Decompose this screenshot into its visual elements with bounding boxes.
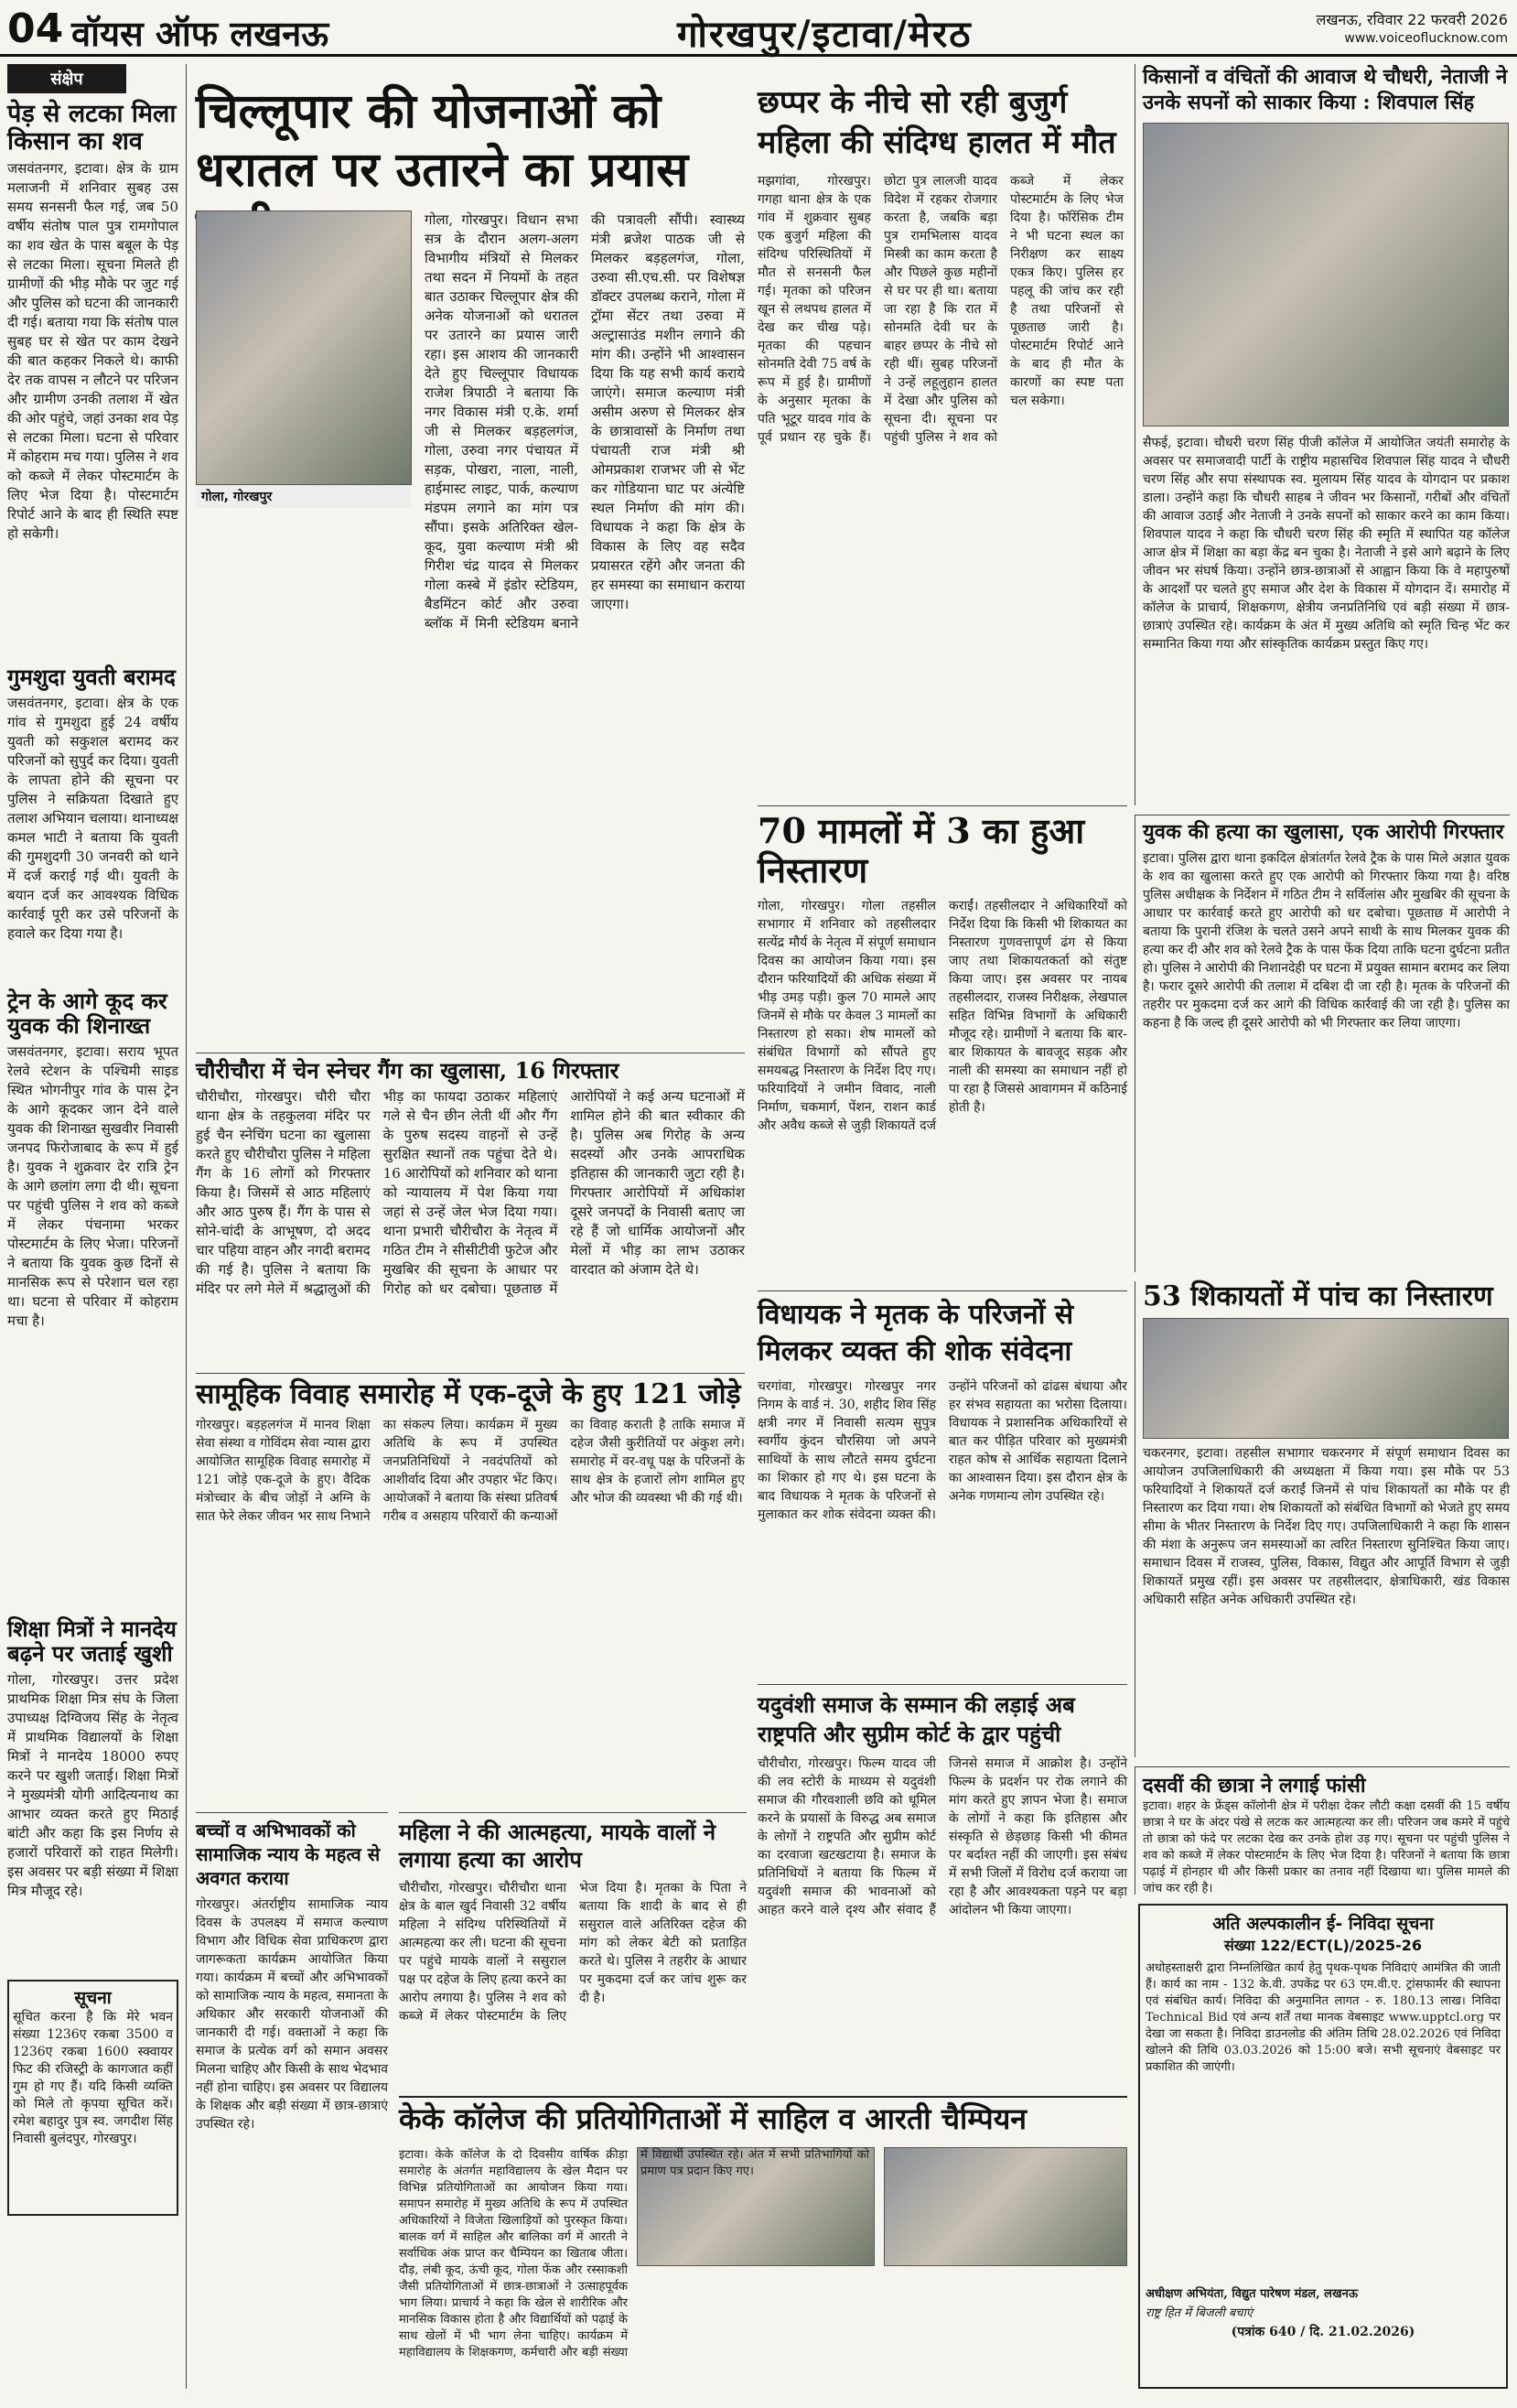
bachhon-headline: बच्चों व अभिभावकों को सामाजिक न्याय के महत्व से अवगत कराया [196, 1819, 381, 1889]
sidebar-label: संक्षेप [7, 64, 126, 93]
sidebar-headline-3: ट्रेन के आगे कूद कर युवक की शिनाख्त [7, 988, 167, 1040]
website: www.voiceoflucknow.com [1344, 31, 1508, 46]
kisan-headline: किसानों व वंचितों की आवाज थे चौधरी, नेताजी ने उनके सपनों को साकार किया : शिवपाल सिंह [1143, 65, 1508, 114]
nistaran-story [758, 805, 1127, 1281]
shikayat-headline: 53 शिकायतों में पांच का निस्तारण [1143, 1280, 1493, 1312]
tender-body: अधोहस्ताक्षरी द्वारा निम्नलिखित कार्य हेतु पृथक-पृथक निविदाएं आमंत्रित की जाती हैं। कार्य का नाम - 132 के.वी. उपकेंद्र पर 63 एम.वी.ए. ट्रांसफार्मर की स्थापना एवं संबंधित कार्य। निविदा की अनुमानित लागत - रु. 180.13 लाख। निविदा Technical Bid एवं अन्य शर्तें तथा मानक वेबसाइट www.upptcl.org पर देखा जा सकता है। निविदा डाउनलोड की अंतिम तिथि 28.02.2026 एवं निविदा खोलने की तिथि 03.03.2026 को 15:00 बजे। सभी सूचनाएं वेबसाइट पर प्रकाशित की जाएंगी। [1146, 1961, 1501, 2074]
tender-notice [1138, 1904, 1508, 2389]
bachhon-story [196, 1812, 388, 2389]
chain-story [196, 1053, 745, 1364]
yuvak-story [1135, 815, 1510, 1272]
yaduvanshi-story [758, 1684, 1127, 2050]
chhappar-body: मझगांवा, गोरखपुर। गगहा थाना क्षेत्र के एक गांव में शुक्रवार सुबह एक बुजुर्ग महिला की संदिग्ध परिस्थितियों में मौत से सनसनी फैल गई। मृतका को परिजन खून से लथपथ हालत में देख कर चीख पड़े। मृतका की पहचान सोनमति देवी 75 वर्ष के रूप में हुई है। ग्रामीणों के अनुसार मृतका के पति भूटूर यादव गांव के पूर्व प्रधान रह चुके हैं। छोटा पुत्र लालजी यादव विदेश में रहकर रोजगार करता है, जबकि बड़ा पुत्र रामभिलास यादव मिस्त्री का काम करता है और पिछले कुछ महीनों से घर पर ही था। बताया जा रहा है कि रात में सोनमति देवी घर के बाहर छप्पर के नीचे सो रही थीं। सुबह परिजनों ने उन्हें लहूलुहान हालत में देखा और पुलिस को सूचना दी। सूचना पर पहुंची पुलिस ने शव को कब्जे में लेकर पोस्टमार्टम के लिए भेज दिया है। फॉरेंसिक टीम ने भी घटना स्थल का निरीक्षण कर साक्ष्य एकत्र किए। पुलिस हर पहलू की जांच कर रही है तथा परिजनों से पूछताछ जारी है। पोस्टमार्टम रिपोर्ट आने के बाद ही मौत के कारणों का स्पष्ट पता चल सकेगा। [758, 174, 1124, 445]
tender-subtitle: संख्या 122/ECT(L)/2025-26 [1223, 1937, 1423, 1954]
vidhayak-body: चरगांवा, गोरखपुर। गोरखपुर नगर निगम के वार्ड नं. 30, शहीद शिव सिंह क्षत्री नगर में निवासी सत्यम सुपुत्र स्वर्गीय कुंदन चौरसिया जो अपने साथियों के साथ लौटते समय दुर्घटना का शिकार हो गए थे। इस घटना के बाद विधायक ने मृतक के परिजनों से मुलाकात कर शोक संवेदना व्यक्त की। उन्होंने परिजनों को ढांढस बंधाया और हर संभव सहायता का भरोसा दिलाया। विधायक ने प्रशासनिक अधिकारियों से बात कर पीड़ित परिवार को मुख्यमंत्री राहत कोष से आर्थिक सहायता दिलाने का आश्वासन दिया। इस दौरान क्षेत्र के अनेक गणमान्य लोग उपस्थित रहे। [758, 1379, 1127, 1522]
keke-story [399, 2096, 1127, 2389]
dateline: लखनऊ, रविवार 22 फरवरी 2026 [1316, 11, 1508, 28]
suchna-body: सूचित करना है कि मेरे भवन संख्या 1236ए रकबा 3500 व 1236ए रकबा 1600 स्क्वायर फिट की रजिस्ट्री के कागजात कहीं गुम हो गए हैं। यदि किसी व्यक्ति को मिले तो कृपया सूचित करें। रमेश बहादुर पुत्र स्व. जगदीश सिंह निवासी बुलंदपुर, गोरखपुर। [13, 2009, 173, 2146]
masthead [0, 0, 1517, 57]
suchna-box [7, 1980, 178, 2216]
suchna-title: सूचना [74, 1987, 112, 2008]
dasvi-story [1135, 1766, 1510, 1895]
edition-label: गोरखपुर/इटावा/मेरठ [677, 13, 973, 56]
shikayat-story [1135, 1281, 1510, 1757]
nistaran-body: गोला, गोरखपुर। गोला तहसील सभागार में शनिवार को तहसीलदार सत्येंद्र मौर्य के नेतृत्व में संपूर्ण समाधान दिवस का आयोजन किया गया। इस दौरान फरियादियों की अधिक संख्या में भीड़ उमड़ पड़ी। कुल 70 मामले आए जिनमें से मौके पर केवल 3 मामलों का निस्तारण हो सका। शेष मामलों को संबंधित विभागों को सौंपते हुए समयबद्ध निस्तारण के निर्देश दिए गए। फरियादियों ने जमीन विवाद, नाली निर्माण, चकमार्ग, पेंशन, राशन कार्ड और अवैध कब्जे से जुड़ी शिकायतें दर्ज कराईं। तहसीलदार ने अधिकारियों को निर्देश दिया कि किसी भी शिकायत का निस्तारण गुणवत्तापूर्ण ढंग से किया जाए तथा शिकायतकर्ता को संतुष्ट किया जाए। इस अवसर पर नायब तहसीलदार, राजस्व निरीक्षक, लेखपाल सहित विभिन्न विभागों के अधिकारी मौजूद रहे। ग्रामीणों ने बताया कि बार-बार शिकायत के बावजूद सड़क और नाली की समस्या का समाधान नहीं हो पा रहा है जिससे आवागमन में कठिनाई होती है। [758, 899, 1127, 1134]
lead-body: गोला, गोरखपुर। विधान सभा सत्र के दौरान अलग-अलग विभागीय मंत्रियों से मिलकर तथा सदन में नियमों के तहत बात उठाकर चिल्लूपार क्षेत्र की अनेक योजनाओं को धरातल पर उतारने का प्रयास जारी रहा। इस आशय की जानकारी देते हुए चिल्लूपार विधायक राजेश त्रिपाठी ने बताया कि नगर विकास मंत्री ए.के. शर्मा जी से मिलकर बड़हलगंज, गोला, उरुवा नगर पंचायत में सड़क, पोखरा, नाला, नाली, हाईमास्ट लाइट, पार्क, कल्याण मंडपम लगाने का मांग पत्र सौंपा। इसके अतिरिक्त खेल-कूद, युवा कल्याण मंत्री श्री गिरीश चंद्र यादव से मिलकर गोला कस्बे में इंडोर स्टेडियम, बैडमिंटन कोर्ट और उरुवा ब्लॉक में मिनी स्टेडियम बनाने की पत्रावली सौंपी। स्वास्थ्य मंत्री ब्रजेश पाठक जी से मिलकर बड़हलगंज, गोला, उरुवा सी.एच.सी. पर विशेषज्ञ डॉक्टर उपलब्ध कराने, गोला में ट्रॉमा सेंटर तथा उरुवा में अल्ट्रासाउंड मशीन लगाने की मांग की। उन्होंने भी आश्वासन दिया कि यह सभी कार्य कराये जाएंगे। समाज कल्याण मंत्री असीम अरुण से मिलकर क्षेत्र के छात्रावासों के निर्माण तथा पंचायती राज मंत्री श्री ओमप्रकाश राजभर जी से भेंट कर गोडियाना घाट पर अंत्येष्टि स्थल निर्माण की मांग की। विधायक ने कहा कि क्षेत्र के विकास के लिए वह सदैव प्रयासरत रहेंगे और जनता की हर समस्या का समाधान कराया जाएगा। [425, 211, 745, 632]
tender-title: अति अल्पकालीन ई- निविदा सूचना [1212, 1914, 1434, 1934]
sidebar-body-2: जसवंतनगर, इटावा। क्षेत्र के एक गांव से गुमशुदा हुई 24 वर्षीय युवती को सकुशल बरामद कर परिजनों को सुपुर्द कर दिया। युवती के लापता होने की सूचना पर पुलिस ने सक्रियता दिखाते हुए तलाश अभियान चलाया। थानाध्यक्ष कमल भाटी ने बताया कि युवती की गुमशुदगी 30 जनवरी को थाने में दर्ज कराई गई थी। युवती के बयान दर्ज कर आवश्यक विधिक कार्रवाई पूरी कर उसे परिजनों के हवाले कर दिया गया है। [7, 695, 178, 943]
sidebar-body-1: जसवंतनगर, इटावा। क्षेत्र के ग्राम मलाजनी में शनिवार सुबह उस समय सनसनी फैल गई, जब 50 वर्षीय संतोष पाल पुत्र रामगोपाल का शव खेत के पास बबूल के पेड़ से लटका मिला। सूचना मिलते ही ग्रामीणों की भीड़ मौके पर जुट गई और पुलिस को घटना की जानकारी दी गई। बताया गया कि संतोष पाल सुबह घर से खेत पर काम देखने की बात कहकर निकले थे। काफी देर तक वापस न लौटने पर परिजन और ग्रामीण उनकी तलाश में खेत की ओर पहुंचे, जहां उनका शव पेड़ से लटका मिला। घटना से परिवार में कोहराम मच गया। पुलिस ने शव को कब्जे में लेकर पोस्टमार्टम के लिए भेज दिया है। पोस्टमार्टम रिपोर्ट आने के बाद ही स्थिति स्पष्ट हो सकेगी। [7, 160, 178, 543]
keke-body: इटावा। केके कॉलेज के दो दिवसीय वार्षिक क्रीड़ा समारोह के अंतर्गत महाविद्यालय के खेल मैदान पर विभिन्न प्रतियोगिताओं का आयोजन किया गया। समापन समारोह में मुख्य अतिथि के रूप में उपस्थित अधिकारियों ने विजेता खिलाड़ियों को पुरस्कृत किया। बालक वर्ग में साहिल और बालिका वर्ग में आरती ने सर्वाधिक अंक प्राप्त कर चैम्पियन का खिताब जीता। दौड़, लंबी कूद, ऊंची कूद, गोला फेंक और रस्साकशी जैसी प्रतियोगिताओं में छात्र-छात्राओं ने उत्साहपूर्वक भाग लिया। प्राचार्य ने कहा कि खेल से शारीरिक और मानसिक विकास होता है और विद्यार्थियों को पढ़ाई के साथ खेलों में भी भाग लेना चाहिए। कार्यक्रम में महाविद्यालय के शिक्षकगण, कर्मचारी और बड़ी संख्या [399, 2148, 628, 2359]
kisan-photo [1143, 123, 1509, 427]
vivah-headline: सामूहिक विवाह समारोह में एक-दूजे के हुए 121 जोड़े [196, 1378, 741, 1410]
chhappar-story [758, 82, 1124, 796]
chain-body: चौरीचौरा, गोरखपुर। चौरी चौरा थाना क्षेत्र के तहकुलवा मंदिर पर हुई चैन स्नेचिंग घटना का खुलासा करते हुए चौरीचौरा पुलिस ने महिला गैंग के 16 लोगों को गिरफ्तार किया है। जिसमें से आठ महिलाएं और आठ पुरुष हैं। गैंग के पास से सोने-चांदी के आभूषण, दो अदद चार पहिया वाहन और नगदी बरामद की गई है। पुलिस ने बताया कि मंदिर पर लगे मेले में श्रद्धालुओं की भीड़ का फायदा उठाकर महिलाएं गले से चैन छीन लेती थीं और गैंग के पुरुष सदस्य वाहनों से उन्हें सुरक्षित स्थानों तक पहुंचा देते थे। 16 आरोपियों को शनिवार को थाना को न्यायालय में पेश किया गया जहां से उन्हें जेल भेज दिया गया। थाना प्रभारी चौरीचौरा के नेतृत्व में गठित टीम ने सीसीटीवी फुटेज और मुखबिर की सूचना के आधार पर गिरोह को धर दबोचा। पूछताछ में आरोपियों ने कई अन्य घटनाओं में शामिल होने की बात स्वीकार की है। पुलिस अब गिरोह के अन्य सदस्यों और उनके आपराधिक इतिहास की जानकारी जुटा रही है। गिरफ्तार आरोपियों में अधिकांश दूसरे जनपदों के निवासी बताए जा रहे हैं जो धार्मिक आयोजनों और मेलों में भीड़ का लाभ उठाकर वारदात को अंजाम देते थे। [196, 1087, 745, 1297]
kisan-story [1135, 64, 1510, 805]
keke-photo-2 [884, 2147, 1127, 2266]
sidebar-body-4: गोला, गोरखपुर। उत्तर प्रदेश प्राथमिक शिक्षा मित्र संघ के जिला उपाध्यक्ष दिग्विजय सिंह के नेतृत्व में प्राथमिक विद्यालयों के शिक्षा मित्रों ने मानदेय 18000 रुपए करने पर खुशी जताई। शिक्षा मित्रों ने मुख्यमंत्री योगी आदित्यनाथ का आभार व्यक्त करते हुए मिठाई बांटी और कहा कि इस निर्णय से हजारों परिवारों को राहत मिलेगी। इस अवसर पर बड़ी संख्या में शिक्षा मित्र मौजूद रहे। [7, 1670, 178, 1899]
shikayat-body: चकरनगर, इटावा। तहसील सभागार चकरनगर में संपूर्ण समाधान दिवस का आयोजन उपजिलाधिकारी की अध्यक्षता में किया गया। इस मौके पर 53 फरियादियों ने शिकायतें दर्ज कराईं जिनमें से पांच शिकायतों का मौके पर ही निस्तारण कर दिया गया। शेष शिकायतों को संबंधित विभागों को भेजते हुए समय सीमा के भीतर निस्तारण के निर्देश दिए गए। उपजिलाधिकारी ने कहा कि शासन की मंशा के अनुरूप जन समस्याओं का त्वरित निस्तारण सुनिश्चित किया जाए। समाधान दिवस में राजस्व, पुलिस, विकास, विद्युत और आपूर्ति विभाग से जुड़ी शिकायतें प्रमुख रहीं। इस अवसर पर तहसीलदार, क्षेत्राधिकारी, खंड विकास अधिकारी सहित अनेक अधिकारी उपस्थित रहे। [1143, 1445, 1510, 1607]
vivah-story [196, 1373, 745, 1812]
dasvi-body: इटावा। शहर के फ्रेंड्स कॉलोनी क्षेत्र में परीक्षा देकर लौटी कक्षा दसवीं की 15 वर्षीय छात्रा ने घर के अंदर पंखे से लटक कर आत्महत्या कर ली। परिजन जब कमरे में पहुंचे तो छात्रा को फंदे पर लटका देख कर उनके होश उड़ गए। सूचना पर पहुंची पुलिस ने शव को कब्जे में लेकर पोस्टमार्टम के लिए भेज दिया है। परिजनों ने बताया कि छात्रा पढ़ाई में होनहार थी और किसी प्रकार का तनाव नहीं दिखाया था। पुलिस मामले की जांच कर रही है। [1143, 1799, 1510, 1895]
yuvak-headline: युवक की हत्या का खुलासा, एक आरोपी गिरफ्तार [1143, 820, 1504, 844]
vidhayak-story [758, 1290, 1127, 1675]
yaduvanshi-headline: यदुवंशी समाज के सम्मान की लड़ाई अब राष्ट्रपति और सुप्रीम कोर्ट के द्वार पहुंची [758, 1691, 1075, 1747]
vivah-body: गोरखपुर। बड़हलगंज में मानव शिक्षा सेवा संस्था व गोविंदम सेवा न्यास द्वारा आयोजित सामूहिक विवाह समारोह में 121 जोड़े एक-दूजे के हुए। वैदिक मंत्रोच्चार के बीच जोड़ों ने अग्नि के सात फेरे लेकर जीवन भर साथ निभाने का संकल्प लिया। कार्यक्रम में मुख्य अतिथि के रूप में उपस्थित जनप्रतिनिधियों ने नवदंपतियों को आशीर्वाद दिया और उपहार भेंट किए। आयोजकों ने बताया कि संस्था प्रतिवर्ष गरीब व असहाय परिवारों की कन्याओं का विवाह कराती है ताकि समाज में दहेज जैसी कुरीतियों पर अंकुश लगे। समारोह में वर-वधू पक्ष के परिजनों के साथ क्षेत्र के हजारों लोग शामिल हुए और भोज की व्यवस्था भी की गई थी। [196, 1417, 745, 1524]
yuvak-body: इटावा। पुलिस द्वारा थाना इकदिल क्षेत्रांतर्गत रेलवे ट्रैक के पास मिले अज्ञात युवक के शव का खुलासा करते हुए एक आरोपी को गिरफ्तार किया गया है। वरिष्ठ पुलिस अधीक्षक के निर्देशन में गठित टीम ने सर्विलांस और मुखबिर की सूचना के आधार पर कार्रवाई करते हुए आरोपी को धर दबोचा। पूछताछ में आरोपी ने बताया कि पुरानी रंजिश के चलते उसने अपने साथी के साथ मिलकर युवक की हत्या कर दी और शव को रेलवे ट्रैक के पास फेंक दिया ताकि घटना दुर्घटना प्रतीत हो। पुलिस ने आरोपी की निशानदेही पर घटना में प्रयुक्त सामान बरामद कर लिया है। फरार दूसरे आरोपी की तलाश में दबिश दी जा रही है। मृतक के परिजनों की तहरीर पर मुकदमा दर्ज कर आगे की विधिक कार्रवाई की जा रही है। पुलिस का कहना है कि जल्द ही दूसरे आरोपी को भी गिरफ्तार कर लिया जाएगा। [1143, 850, 1510, 1031]
chain-headline: चौरीचौरा में चेन स्नेचर गैंग का खुलासा, 16 गिरफ्तार [196, 1057, 619, 1084]
dasvi-headline: दसवीं की छात्रा ने लगाई फांसी [1143, 1774, 1366, 1798]
paper-name: वॉयस ऑफ लखनऊ [71, 13, 329, 54]
tender-footer: अधीक्षण अभियंता, विद्युत पारेषण मंडल, लखनऊ [1146, 2287, 1359, 2301]
yaduvanshi-body: चौरीचौरा, गोरखपुर। फिल्म यादव जी की लव स्टोरी के माध्यम से यदुवंशी समाज की गौरवशाली छवि को धूमिल करने के प्रयासों के विरुद्ध अब समाज के लोगों ने राष्ट्रपति और सुप्रीम कोर्ट का दरवाजा खटखटाया है। समाज के प्रतिनिधियों ने बताया कि फिल्म में यदुवंशी समाज की भावनाओं को आहत करने वाले दृश्य और संवाद हैं जिनसे समाज में आक्रोश है। उन्होंने फिल्म के प्रदर्शन पर रोक लगाने की मांग करते हुए ज्ञापन भेजा है। समाज के लोगों ने कहा कि इतिहास और संस्कृति से छेड़छाड़ किसी भी कीमत पर बर्दाश्त नहीं की जाएगी। इस संबंध में सभी जिलों में विरोध दर्ज कराया जा रहा है और आवश्यकता पड़ने पर बड़ा आंदोलन भी किया जाएगा। [758, 1756, 1127, 1917]
vidhayak-headline: विधायक ने मृतक के परिजनों से मिलकर व्यक्त की शोक संवेदना [758, 1299, 1074, 1367]
sidebar-headline-1: पेड़ से लटका मिला किसान का शव [7, 100, 177, 157]
chhappar-headline: छप्पर के नीचे सो रही बुजुर्ग महिला की संदिग्ध हालत में मौत [758, 84, 1116, 161]
sidebar-headline-2: गुमशुदा युवती बरामद [7, 664, 176, 691]
sidebar-body-3: जसवंतनगर, इटावा। सराय भूपत रेलवे स्टेशन के पश्चिमी साइड स्थित भोगनीपुर गांव के पास ट्रेन के आगे कूदकर जान देने वाले युवक की शिनाख्त सुखवीर निवासी जनपद फिरोजाबाद के रूप में हुई है। युवक ने शुक्रवार देर रात्रि ट्रेन के आगे छलांग लगा दी थी। सूचना पर पहुंची पुलिस ने शव को कब्जे में लेकर पंचनामा भरकर पोस्टमार्टम के लिए भेजा। परिजनों ने बताया कि युवक कुछ दिनों से मानसिक रूप से परेशान चल रहा था। घटना से परिवार में कोहराम मचा है। [7, 1043, 178, 1330]
tender-slogan: राष्ट्र हित में बिजली बचाएं [1146, 2306, 1253, 2320]
bachhon-body: गोरखपुर। अंतर्राष्ट्रीय सामाजिक न्याय दिवस के उपलक्ष्य में समाज कल्याण विभाग और विधिक सेवा प्राधिकरण द्वारा जागरूकता कार्यक्रम आयोजित किया गया। कार्यक्रम में बच्चों और अभिभावकों को सामाजिक न्याय के महत्व, समानता के अधिकार और सरकारी योजनाओं की जानकारी दी गई। वक्ताओं ने कहा कि समाज के प्रत्येक वर्ग को समान अवसर मिलना चाहिए और किसी के साथ भेदभाव नहीं होना चाहिए। इस अवसर पर विद्यालय के शिक्षक और बड़ी संख्या में छात्र-छात्राएं उपस्थित रहे। [196, 1897, 388, 2132]
lead-headline: चिल्लूपार की योजनाओं को धरातल पर उतारने का प्रयास [196, 83, 689, 198]
keke-headline: केके कॉलेज की प्रतियोगिताओं में साहिल व आरती चैम्पियन [399, 2101, 1027, 2136]
page-number: 04 [7, 5, 64, 52]
mahila-story [399, 1812, 747, 2087]
mahila-headline: महिला ने की आत्महत्या, मायके वालों ने लगाया हत्या का आरोप [399, 1819, 716, 1873]
lead-photo-caption: गोला, गोरखपुर [196, 485, 412, 508]
lead-photo [196, 211, 412, 485]
tender-code: (पत्रांक 640 / दि. 21.02.2026) [1231, 2325, 1415, 2339]
nistaran-headline: 70 मामलों में 3 का हुआ निस्तारण [758, 810, 1085, 891]
kisan-body: सैफई, इटावा। चौधरी चरण सिंह पीजी कॉलेज में आयोजित जयंती समारोह के अवसर पर समाजवादी पार्टी के राष्ट्रीय महासचिव शिवपाल सिंह यादव ने चौधरी चरण सिंह और सपा संस्थापक स्व. मुलायम सिंह यादव के योगदान पर प्रकाश डाला। उन्होंने कहा कि चौधरी साहब ने जीवन भर किसानों, गरीबों और वंचितों की आवाज उठाई और नेताजी ने उनके सपनों को साकार करने का काम किया। शिवपाल यादव ने कहा कि चौधरी चरण सिंह की स्मृति में स्थापित यह कॉलेज आज क्षेत्र में शिक्षा का बड़ा केंद्र बन चुका है। नेताजी ने इसे आगे बढ़ाने के लिए जीवन भर संघर्ष किया। उन्होंने छात्र-छात्राओं से आह्वान किया कि वे महापुरुषों के आदर्शों पर चलते हुए समाज और देश के विकास में योगदान दें। समारोह में कॉलेज के प्राचार्य, शिक्षकगण, क्षेत्रीय जनप्रतिनिधि एवं बड़ी संख्या में छात्र-छात्राएं उपस्थित रहे। कार्यक्रम के अंत में मुख्य अतिथि को स्मृति चिन्ह भेंट कर सम्मानित किया गया और सांस्कृतिक कार्यक्रम प्रस्तुत किए गए। [1143, 436, 1510, 652]
shikayat-photo [1143, 1318, 1509, 1439]
lead-story [196, 82, 745, 1034]
sidebar-headline-4: शिक्षा मित्रों ने मानदेय बढ़ने पर जताई खुशी [7, 1615, 177, 1667]
mahila-body: चौरीचौरा, गोरखपुर। चौरीचौरा थाना क्षेत्र के बाल खुर्द निवासी 32 वर्षीय महिला ने संदिग्ध परिस्थितियों में आत्महत्या कर ली। घटना की सूचना पर पहुंचे मायके वालों ने ससुराल पक्ष पर दहेज के लिए हत्या करने का आरोप लगाया है। पुलिस ने शव को कब्जे में लेकर पोस्टमार्टम के लिए भेज दिया है। मृतका के पिता ने बताया कि शादी के बाद से ही ससुराल वाले अतिरिक्त दहेज की मांग को लेकर बेटी को प्रताड़ित करते थे। पुलिस ने तहरीर के आधार पर मुकदमा दर्ज कर जांच शुरू कर दी है। [399, 1881, 747, 2024]
sidebar-column [7, 64, 187, 2389]
